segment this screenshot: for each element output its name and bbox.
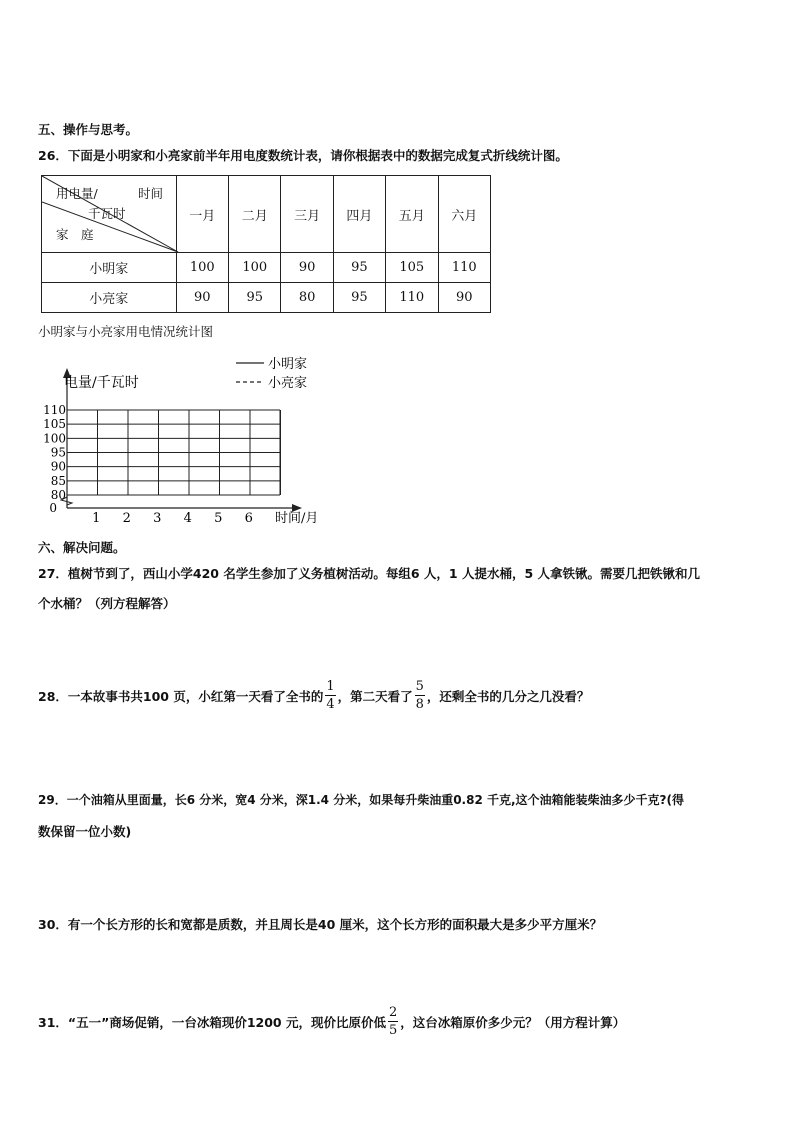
value-cell: 95 <box>333 253 385 283</box>
table-corner-header <box>42 176 177 253</box>
y-tick-label: 105 <box>43 417 66 432</box>
x-axis-label: 时间/月 <box>275 511 319 526</box>
month-header: 一月 <box>176 176 228 253</box>
line-chart <box>38 350 348 535</box>
x-tick-label: 5 <box>214 511 223 526</box>
section5-title: 五、操作与思考。 <box>38 122 139 137</box>
value-cell: 90 <box>281 253 333 283</box>
x-tick-label: 2 <box>122 511 131 526</box>
value-cell: 100 <box>176 253 228 283</box>
fraction-two-fifths <box>388 1006 398 1037</box>
corner-time-label: 时间 <box>138 186 164 201</box>
value-cell: 80 <box>281 283 333 313</box>
chart-grid <box>67 410 281 495</box>
family-cell: 小明家 <box>42 253 177 283</box>
y-tick-label: 90 <box>50 459 66 474</box>
q28-part2: ，第二天看了 <box>337 688 413 704</box>
month-header: 二月 <box>229 176 281 253</box>
table-header-row <box>42 176 491 253</box>
corner-family-label: 家 庭 <box>56 227 94 242</box>
corner-unit-label: 千瓦时 <box>88 206 126 221</box>
corner-qty-label: 用电量/ <box>56 186 98 201</box>
y-tick-label: 0 <box>49 501 57 515</box>
question-31 <box>38 1006 625 1037</box>
x-tick-label: 1 <box>92 511 101 526</box>
month-header: 六月 <box>438 176 491 253</box>
fraction-denominator: 5 <box>388 1023 398 1038</box>
y-tick-label: 85 <box>50 473 66 488</box>
q28-part3: ，还剩全书的几分之几没看？ <box>426 688 590 704</box>
month-header: 三月 <box>281 176 333 253</box>
q31-part1: 31．“五一”商场促销，一台冰箱现价1200 元，现价比原价低 <box>38 1014 386 1030</box>
y-tick-label: 80 <box>50 488 66 502</box>
question-27-line1: 27．植树节到了，西山小学420 名学生参加了义务植树活动。每组6 人，1 人提水桶，5 人拿铁锹。需要几把铁锹和几 <box>38 566 700 581</box>
question-28 <box>38 680 589 711</box>
fraction-denominator: 4 <box>326 697 335 712</box>
value-cell: 110 <box>438 253 491 283</box>
x-tick-label: 4 <box>183 511 192 526</box>
fraction-numerator: 1 <box>326 679 335 694</box>
value-cell: 100 <box>229 253 281 283</box>
fraction-numerator: 2 <box>388 1005 398 1020</box>
value-cell: 90 <box>438 283 491 313</box>
fraction-one-quarter <box>325 680 335 711</box>
legend-xiaoliang: 小亮家 <box>268 376 308 391</box>
question-29-line1: 29．一个油箱从里面量，长6 分米，宽4 分米，深1.4 分米，如果每升柴油重0.82 千克,这个油箱能装柴油多少千克?(得 <box>38 793 684 807</box>
x-tick-label: 6 <box>244 511 253 526</box>
month-header: 五月 <box>386 176 438 253</box>
q28-part1: 28．一本故事书共100 页，小红第一天看了全书的 <box>38 688 324 704</box>
value-cell: 95 <box>333 283 385 313</box>
fraction-numerator: 5 <box>415 679 424 694</box>
electricity-table <box>41 175 491 313</box>
value-cell: 105 <box>386 253 438 283</box>
y-tick-label: 110 <box>43 403 66 417</box>
fraction-denominator: 8 <box>415 697 424 712</box>
question-26: 26．下面是小明家和小亮家前半年用电度数统计表，请你根据表中的数据完成复式折线统计图。 <box>38 148 568 163</box>
q31-part2: ，这台冰箱原价多少元？（用方程计算） <box>400 1014 626 1030</box>
legend-xiaoming: 小明家 <box>268 357 308 372</box>
y-axis-label: 电量/千瓦时 <box>64 375 139 391</box>
fraction-five-eighths <box>415 680 425 711</box>
family-cell: 小亮家 <box>42 283 177 313</box>
value-cell: 90 <box>176 283 228 313</box>
y-tick-label: 95 <box>50 445 66 460</box>
section6-title: 六、解决问题。 <box>38 540 126 555</box>
y-tick-label: 100 <box>43 431 66 446</box>
question-27-line2: 个水桶？（列方程解答） <box>38 596 176 611</box>
question-30: 30．有一个长方形的长和宽都是质数，并且周长是40 厘米，这个长方形的面积最大是多少平方厘米？ <box>38 917 603 932</box>
table-row <box>42 283 491 313</box>
value-cell: 110 <box>386 283 438 313</box>
table-row <box>42 253 491 283</box>
x-tick-label: 3 <box>153 511 162 526</box>
question-29-line2: 数保留一位小数) <box>38 824 132 839</box>
month-header: 四月 <box>333 176 385 253</box>
value-cell: 95 <box>229 283 281 313</box>
chart-caption: 小明家与小亮家用电情况统计图 <box>38 324 214 339</box>
